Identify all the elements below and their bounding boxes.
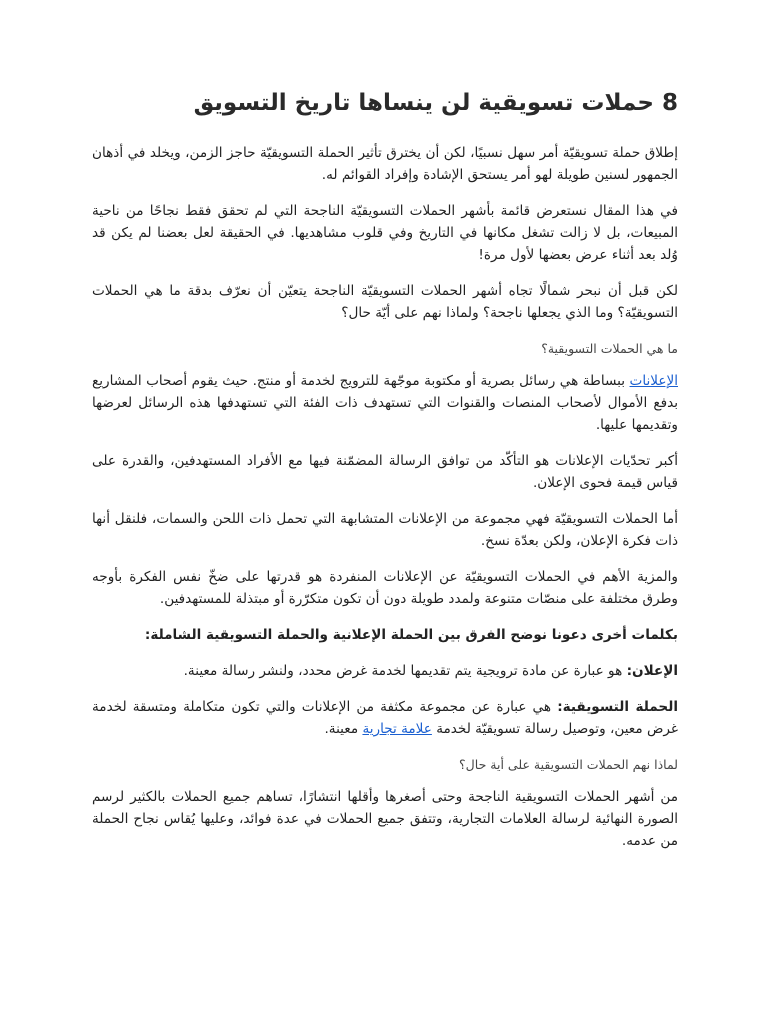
campaign-term: الحملة التسويقية: bbox=[557, 699, 678, 715]
question-paragraph: لكن قبل أن نبحر شمالًا تجاه أشهر الحملات التسويقيّة الناجحة يتعيّن أن نعرّف بدقة ما هي الحملات التسويقيّة؟ وما الذي يجعلها ناجحة؟ ولماذا نهم على أيّة حال؟ bbox=[92, 283, 678, 321]
campaigns-definition-paragraph: أما الحملات التسويقيّة فهي مجموعة من الإعلانات المتشابهة التي تحمل ذات اللحن والسمات، فلنقل أنها ذات فكرة الإعلان، ولكن بعدّة نسخ. bbox=[92, 511, 678, 549]
ad-term-paragraph bbox=[92, 660, 678, 682]
importance-paragraph: من أشهر الحملات التسويقية الناجحة وحتى أصغرها وأقلها انتشارًا، تساهم جميع الحملات بالكثير لرسم الصورة النهائية لرسالة العلامات التجارية، وتتفق جميع الحملات في عدة فوائد، وعليها يُقاس نجاح الحملة من عدمه. bbox=[92, 789, 678, 849]
difference-intro: بكلمات أخرى دعونا نوضح الفرق بين الحملة الإعلانية والحملة التسويقية الشاملة: bbox=[144, 627, 678, 643]
article-title: 8 حملات تسويقية لن ينساها تاريخ التسويق bbox=[193, 90, 678, 116]
overview-paragraph: في هذا المقال نستعرض قائمة بأشهر الحملات التسويقيّة الناجحة التي لم تحقق فقط نجاحًا من ناحية المبيعات، بل لا زالت تشغل مكانها في التاريخ وفي قلوب مشاهديها. في الحقيقة لعل بعضنا لم يكن قد وُلد بعد أثناء عرض بعضها لأول مرة! bbox=[92, 203, 678, 263]
campaign-term-paragraph bbox=[92, 696, 678, 740]
section-heading-why-important: لماذا نهم الحملات التسويقية على أية حال؟ bbox=[459, 757, 678, 772]
brand-link[interactable]: علامة تجارية bbox=[362, 721, 432, 737]
campaign-term-definition: هي عبارة عن مجموعة مكثفة من الإعلانات والتي تكون متكاملة ومتسقة لخدمة غرض معين، وتوصيل رسالة تسويقيّة لخدمة bbox=[92, 699, 678, 737]
campaign-term-end: معينة. bbox=[324, 721, 363, 737]
ad-term: الإعلان: bbox=[626, 663, 678, 679]
ad-term-definition: هو عبارة عن مادة ترويجية يتم تقديمها لخدمة غرض محدد، ولنشر رسالة معينة. bbox=[183, 663, 627, 679]
ads-definition-text: ببساطة هي رسائل بصرية أو مكتوبة موجّهة للترويج لخدمة أو منتج. حيث يقوم أصحاب المشاريع بدفع الأموال لأصحاب المنصات والقنوات التي تستهدف ذات الفئة التي تستهدفها هذه الرسائل لعرضها وتقديمها عليها. bbox=[92, 373, 678, 433]
ads-challenge-paragraph: أكبر تحدّيات الإعلانات هو التأكّد من توافق الرسالة المضمّنة فيها مع الأفراد المستهدفين، والقدرة على قياس قيمة فحوى الإعلان. bbox=[92, 453, 678, 491]
ads-definition-paragraph bbox=[92, 370, 678, 436]
campaigns-advantage-paragraph: والمزية الأهم في الحملات التسويقيّة عن الإعلانات المنفردة هو قدرتها على ضخّ نفس الفكرة بأوجه وطرق مختلفة على منصّات متنوعة ولمدد طويلة دون أن تكون متكرّرة أو مبتذلة للمستهدفين. bbox=[92, 569, 678, 607]
section-heading-what-are-campaigns: ما هي الحملات التسويقية؟ bbox=[541, 341, 678, 356]
ads-link[interactable]: الإعلانات bbox=[629, 373, 678, 389]
intro-paragraph: إطلاق حملة تسويقيّة أمر سهل نسبيًا، لكن أن يخترق تأثير الحملة التسويقيّة حاجز الزمن، ويخلد في أذهان الجمهور لسنين طويلة لهو أمر يستحق الإشادة وإفراد القوائم له. bbox=[92, 145, 678, 183]
